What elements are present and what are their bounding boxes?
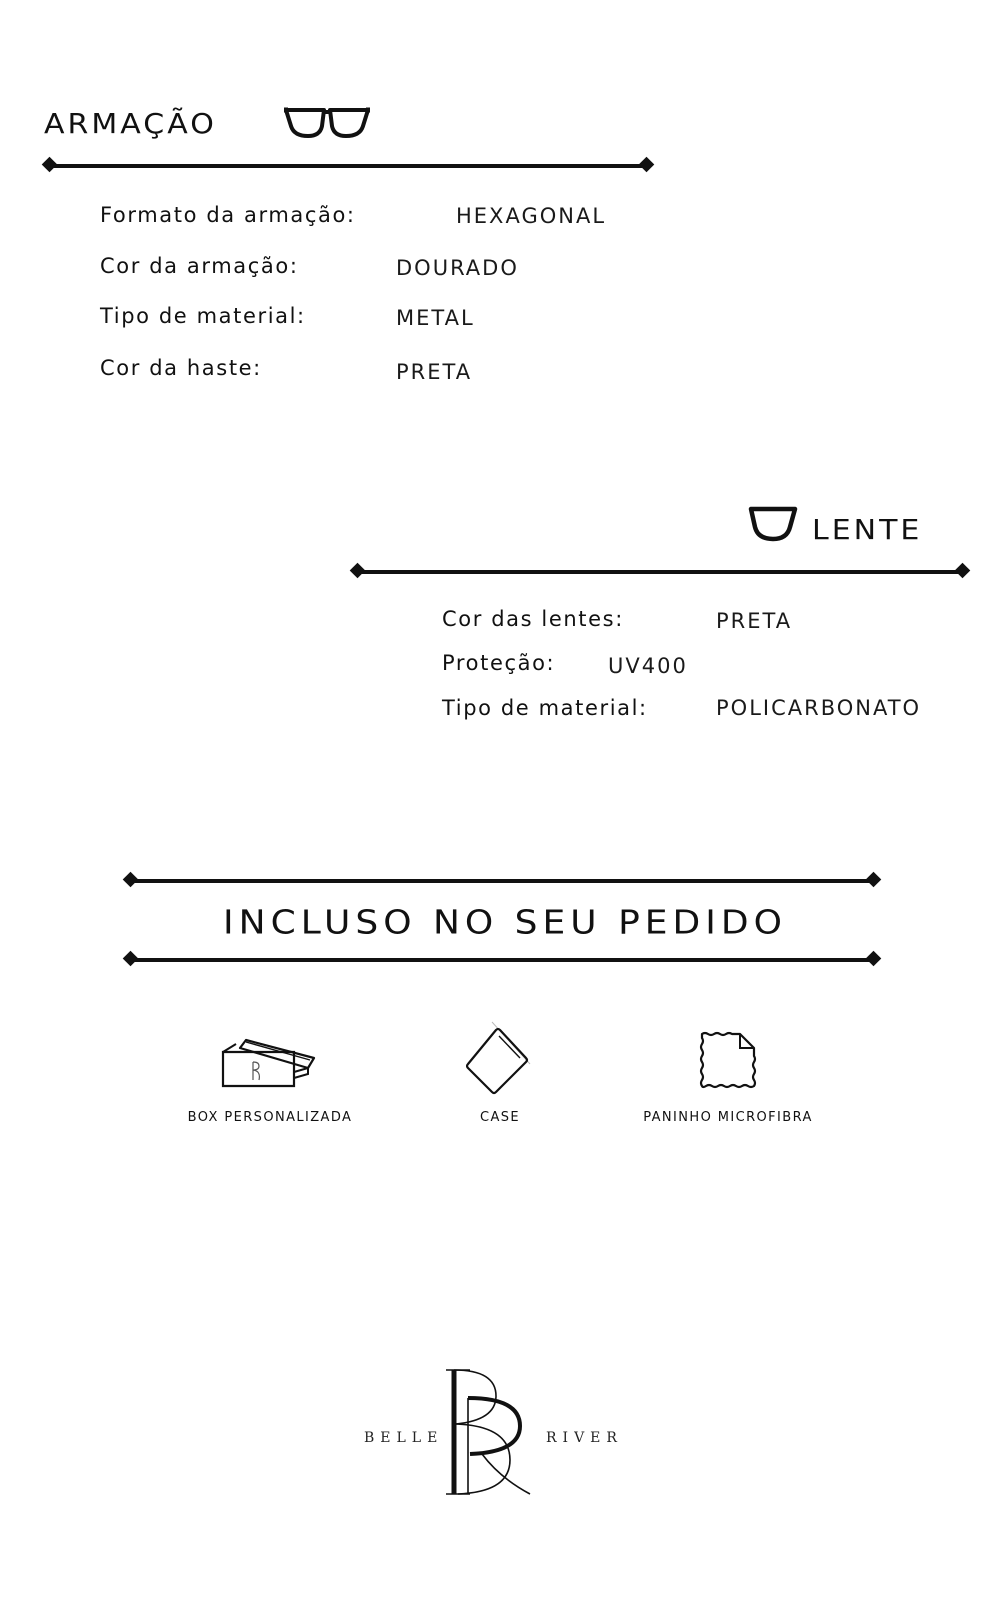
box-item-label: BOX PERSONALIZADA bbox=[187, 1110, 353, 1125]
temple-color-value: PRETA bbox=[396, 360, 473, 384]
lens-section-title: LENTE bbox=[812, 514, 923, 547]
lens-color-label: Cor das lentes: bbox=[442, 607, 624, 631]
logo-word-left: BELLE bbox=[364, 1430, 444, 1446]
protection-label: Proteção: bbox=[442, 651, 556, 675]
included-section-title: INCLUSO NO SEU PEDIDO bbox=[223, 904, 787, 942]
glasses-icon bbox=[284, 104, 370, 142]
microfiber-item-label: PANINHO MICROFIBRA bbox=[643, 1110, 813, 1125]
temple-color-label: Cor da haste: bbox=[100, 356, 262, 380]
protection-value: UV400 bbox=[608, 654, 688, 678]
box-icon bbox=[220, 1038, 320, 1090]
included-top-divider bbox=[131, 879, 873, 883]
lens-color-value: PRETA bbox=[716, 609, 793, 633]
frame-color-label: Cor da armação: bbox=[100, 254, 299, 278]
brand-logo bbox=[364, 1368, 630, 1508]
frame-material-label: Tipo de material: bbox=[100, 304, 306, 328]
case-icon bbox=[466, 1020, 538, 1096]
frame-shape-value: HEXAGONAL bbox=[456, 204, 607, 228]
lens-material-label: Tipo de material: bbox=[442, 696, 648, 720]
case-item-label: CASE bbox=[479, 1110, 521, 1125]
frame-section-divider bbox=[50, 164, 646, 168]
logo-word-right: RIVER bbox=[546, 1430, 623, 1446]
frame-section-title: ARMAÇÃO bbox=[44, 108, 217, 141]
microfiber-cloth-icon bbox=[698, 1030, 758, 1090]
lens-icon bbox=[748, 505, 798, 545]
frame-color-value: DOURADO bbox=[396, 256, 519, 280]
frame-material-value: METAL bbox=[396, 306, 475, 330]
lens-material-value: POLICARBONATO bbox=[716, 696, 922, 720]
lens-section-divider bbox=[358, 570, 962, 574]
included-bottom-divider bbox=[131, 958, 873, 962]
frame-shape-label: Formato da armação: bbox=[100, 203, 356, 227]
